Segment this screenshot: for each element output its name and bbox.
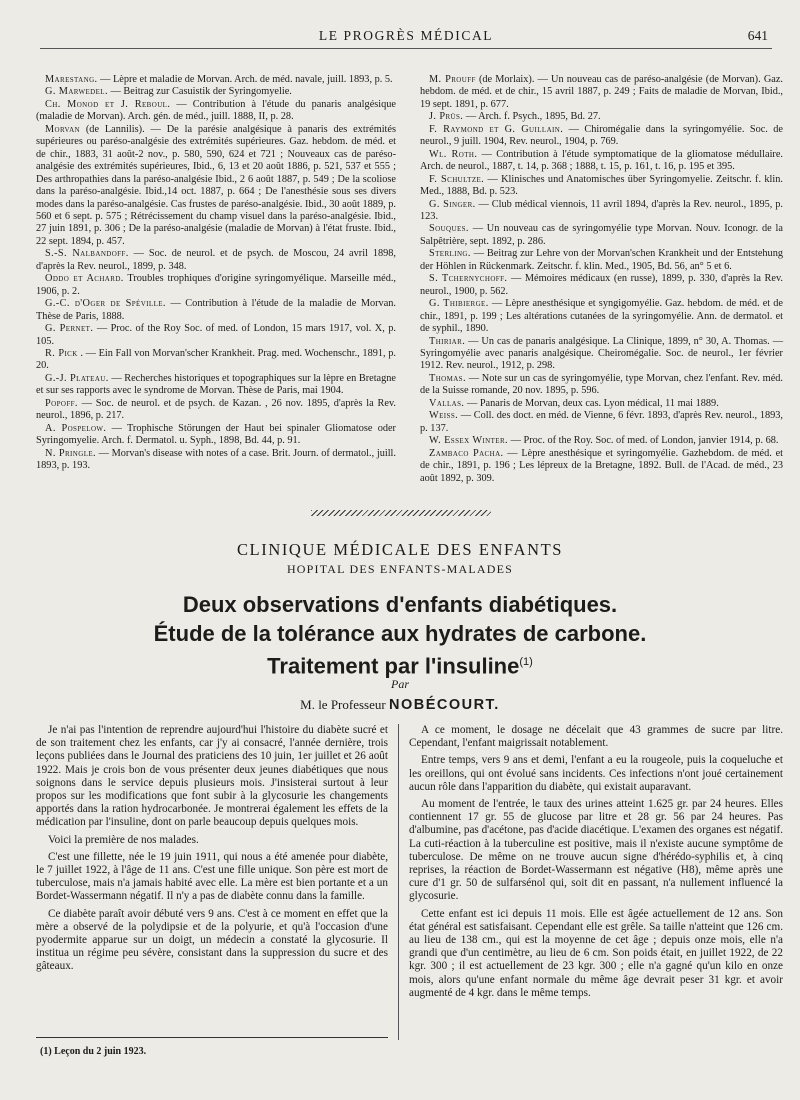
bibliography-entry <box>36 398 396 423</box>
footnote-rule <box>36 1037 388 1038</box>
bibliography-entry <box>36 86 396 98</box>
bibliography-author: G. Thibierge. <box>429 298 489 310</box>
bibliography-entry <box>36 348 396 373</box>
body-paragraph: A ce moment, le dosage ne décelait que 43 grammes de sucre par litre. Cependant, l'enfant maigrissait notablement. <box>409 724 783 750</box>
bibliography-entry <box>420 74 783 111</box>
bibliography-author: Marestang. <box>45 74 98 85</box>
bibliography-author: N. Pringle. <box>45 447 97 459</box>
bibliography-entry <box>420 373 783 398</box>
bibliography-author: Oddo et Achard. <box>45 273 124 285</box>
bibliography-reference: — Klinisches und Anatomisches über Syringomyelie. Zeitschr. f. klin. Med., 1888, Bd. p. 523. <box>420 173 783 198</box>
page-number: 641 <box>747 28 768 43</box>
bibliography-author: Thomas. <box>429 372 466 384</box>
bibliography-author: F. Raymond et G. Guillain. <box>429 123 564 135</box>
bibliography-author: Ch. Monod et J. Reboul. <box>45 98 171 110</box>
bibliography-entry <box>420 248 783 273</box>
bibliography-reference: — Proc. of the Roy Soc. of med. of London, 15 mars 1917, vol. X, p. 105. <box>36 323 396 347</box>
bibliography-reference: — Coll. des doct. en méd. de Vienne, 6 févr. 1893, d'après Rev. neurol., 1893, p. 137. <box>420 410 783 434</box>
bibliography-reference: . — Ein Fall von Morvan'scher Krankheit. Prag. med. Wochenschr., 1891, p. 20. <box>36 347 396 372</box>
bibliography-reference: — Panaris de Morvan, deux cas. Lyon médical, 11 mai 1889. <box>464 397 719 409</box>
bibliography-author: Weiss. <box>429 410 459 422</box>
bibliography-author: Morvan <box>45 123 80 135</box>
bibliography-entry <box>36 74 396 86</box>
article-title-line: Deux observations d'enfants diabétiques. <box>182 592 618 617</box>
bibliography-reference: — Lèpre anesthésique et syringomyélie. Gazhebdom. de méd. et de chir., 1891, p. 196 ; Les lépreux de la Bretagne, 1892. Bull. de l'Acad. de méd., 23 août 1892, p. 309. <box>420 447 784 484</box>
bibliography-entry <box>420 410 783 435</box>
bibliography-reference: (de Lannilis). — De la parésie analgésique à panaris des extrémités supérieures ou paréso-analgésie des extrémités supérieures. Gaz. hebdom. de méd. et de chir., 1883, 31 août-2 nov., p. 580, 590, 624 et 721 ; Nouveaux cas de paréso-analgésie des extrémités supérieures, Ibid., 6, 13 et 20 août 1886, p. 521, 537 et 555 ; Des arthropathies dans la paréso-analgésie Ibid., 2 6 août 1887, p. 549 ; De la scoliose dans la paréso-analgésie. Ibid.,14 oct. 1887, p. 664 ; De l'anesthésie sous ses divers modes dans la paréso-analgésie. Cas frustes de paréso-analgésie. Ibid., 30 août 1889, p. 560 et 6 sept. p. 575 ; Rétrécissement du champ visuel dans la paréso-analgésie. Ibid., 27 juin 1891, p. 306 ; De la paréso-analgésie (maladie de Morvan) à l'état fruste. Ibid., 22 sept. 1894, p. 457. <box>36 123 396 247</box>
bibliography-entry <box>36 423 396 448</box>
bibliography-entry <box>420 435 783 447</box>
body-paragraph: Au moment de l'entrée, le taux des urines atteint 1.625 gr. par 24 heures. Elles contiennent 17 gr. 55 de glucose par litre et 28 gr. 56 par 24 heures. Pas d'albumine, pas d'acétone, pas d'acide diacétique. L'examen des organes est négatif. La cuti-réaction à la tuberculine est positive, mais il n'existe aucune symptôme de tuberculose. De même on ne trouve aucun signe d'hérédo-syphilis et, à cinq reprises, la réaction de Bordet-Wassermann est négative (H8), même après une cure d'1 gr. 50 de sulfarsénol qui, soit dit en passant, n'a nullement influencé la glycosurie. <box>409 798 783 903</box>
bibliography-reference: — Morvan's disease with notes of a case. Brit. Journ. of dermatol., juill. 1893, p. 193. <box>36 447 396 472</box>
section-divider <box>311 510 491 516</box>
body-paragraph: C'est une fillette, née le 19 juin 1911, qui nous a été amenée pour diabète, le 7 juillet 1922, à l'âge de 11 ans. C'est une fille unique. Son père est mort de tuberculose, mais n'a jamais habité avec elle. La mère est bien portante et a un Bordet-Wassermann négatif. Il n'y a pas de diabète connu dans la famille. <box>36 850 388 903</box>
body-paragraph: Cette enfant est ici depuis 11 mois. Elle est âgée actuellement de 12 ans. Son état général est satisfaisant. Cependant elle est grêle. Sa taille n'atteint que 126 cm. au lieu de 138 cm., qui est la moyenne de cet âge ; depuis onze mois, elle n'a grandi que d'un centimètre, au lieu de 6 cm. Son poids était, en juillet 1922, de 22 kgr. 300 ; il est actuellement de 23 kgr. 300 ; elle n'a gagné qu'un kilo en onze mois, alors qu'une enfant normale du même âge devrait peser 31 kgr. et avoir augmenté de 4 kgr. dans le même temps. <box>409 907 783 999</box>
bibliography-author: Sterling. <box>429 248 471 260</box>
bibliography-reference: — Chiromégalie dans la syringomyélie. Soc. de neurol., 9 juill. 1904, Rev. neurol., 1904, p. 769. <box>420 123 783 148</box>
page-header <box>40 28 772 49</box>
bibliography-author: G. Singer. <box>429 198 476 210</box>
bibliography-author: A. Pospelow. <box>45 422 107 434</box>
footnote: (1) Leçon du 2 juin 1923. <box>40 1046 147 1057</box>
bibliography-author: S. Tchernychoff. <box>429 273 508 285</box>
bibliography-entry <box>420 149 783 174</box>
body-paragraph: Entre temps, vers 9 ans et demi, l'enfant a eu la rougeole, puis la coqueluche et les oreillons, qui ont évolué sans incidents. Ces infections n'ont joué certainement aucun rôle dans l'apparition du diabète, qui existait auparavant. <box>409 754 783 793</box>
bibliography-reference: — Soc. de neurol. et de psych. de Kazan. , 26 nov. 1895, d'après la Rev. neurol., 1896, p. 217. <box>36 397 396 422</box>
bibliography-entry <box>420 298 783 335</box>
bibliography-reference: — Beitrag zur Casuistik der Syringomyelie. <box>107 86 292 98</box>
bibliography-author: G.-C. d'Oger de Spéville. <box>45 298 166 310</box>
article-body-right-column <box>409 724 783 1004</box>
bibliography-entry <box>420 223 783 248</box>
bibliography-author: W. Essex Winter. <box>429 435 509 447</box>
bibliography-reference: — Contribution à l'étude symptomatique de la gliomatose médullaire. Arch. de neurol., 1887, t. 14, p. 368 ; 1888, t. 15, p. 161, t. 16, p. 195 et 395. <box>420 148 784 173</box>
bibliography-author: J. Prüs. <box>429 111 464 123</box>
article-title-line <box>0 648 800 680</box>
bibliography-author: R. Pick <box>45 347 78 359</box>
bibliography-entry <box>420 273 783 298</box>
bibliography-author: G.-J. Plateau. <box>45 372 109 384</box>
bibliography-reference: — Soc. de neurol. et de psych. de Moscou, 24 avril 1898, d'après la Rev. neurol., 1899, p. 348. <box>36 248 396 272</box>
bibliography-author: Souques. <box>429 223 469 235</box>
bibliography-reference: — Recherches historiques et topographiques sur la lèpre en Bretagne et sur ses rapports avec le syndrome de Morvan. Thèse de Paris, mai 1904. <box>36 372 396 397</box>
section-subtitle: HOPITAL DES ENFANTS-MALADES <box>286 562 514 576</box>
bibliography-author: M. Prouff <box>429 74 476 85</box>
body-paragraph: Je n'ai pas l'intention de reprendre aujourd'hui l'histoire du diabète sucré et de son traitement chez les enfants, car j'y ai consacré, l'année dernière, trois leçons publiées dans le Journal des praticiens des 10 juin, 1er juillet et 26 août 1922. Mais je crois bon de vous présenter deux jeunes diabétiques que nous soignons dans le service depuis plusieurs mois. J'insisterai surtout à leur propos sur les modifications que font subir à la glycosurie les changements apportés dans la ration hydrocarbonée. Je montrerai également les effets de la médication par l'insuline, dont on parle beaucoup depuis quelques mois. <box>36 724 388 829</box>
bibliography-entry <box>420 124 783 149</box>
bibliography-reference: — Mémoires médicaux (en russe), 1899, p. 330, d'après la Rev. neurol., 1900, p. 562. <box>420 273 783 297</box>
bibliography-reference: — Proc. of the Roy. Soc. of med. of London, janvier 1914, p. 68. <box>508 435 779 447</box>
bibliography-author: Thiriar. <box>429 335 466 347</box>
bibliography-right-column <box>420 74 783 485</box>
bibliography-reference: — Contribution à l'étude du panaris analgésique (maladie de Morvan). Arch. gén. de méd., juill. 1888, II, p. 28. <box>36 98 396 123</box>
bibliography-entry <box>420 336 783 373</box>
title-footnote-marker: (1) <box>519 656 533 668</box>
bibliography-entry <box>420 448 783 485</box>
bibliography-entry <box>36 273 396 298</box>
bibliography-reference: Troubles trophiques d'origine syringomyélique. Marseille méd., 1906, p. 2. <box>36 273 396 297</box>
article-title-line-text: Traitement par l'insuline <box>267 653 520 679</box>
bibliography-author: G. Pernet. <box>45 323 94 335</box>
bibliography-entry <box>36 448 396 473</box>
article-title-line: Étude de la tolérance aux hydrates de carbone. <box>153 621 647 646</box>
bibliography-reference: — Contribution à l'étude de la maladie de Morvan. Thèse de Paris, 1888. <box>36 298 396 322</box>
bibliography-reference: — Club médical viennois, 11 avril 1894, d'après la Rev. neurol., 1895, p. 123. <box>420 198 783 222</box>
bibliography-author: G. Marwedel. <box>45 86 108 98</box>
running-title: LE PROGRÈS MÉDICAL <box>318 28 494 43</box>
bibliography-entry <box>36 298 396 323</box>
bibliography-reference: — Arch. f. Psych., 1895, Bd. 27. <box>463 111 601 123</box>
bibliography-entry <box>36 323 396 348</box>
byline-prefix: M. le Professeur <box>300 697 389 712</box>
bibliography-left-column <box>36 74 396 473</box>
article-title <box>0 590 800 680</box>
bibliography-reference: — Un nouveau cas de syringomyélie type Morvan. Nouv. Iconogr. de la Salpêtrière, sept. 1892, p. 286. <box>420 223 783 247</box>
byline-par: Par <box>391 677 409 691</box>
bibliography-entry <box>36 99 396 124</box>
body-paragraph: Ce diabète paraît avoir débuté vers 9 ans. C'est à ce moment en effet que la mère a observé de la polydipsie et de la polyurie, et qu'à l'occasion d'une pyodermite apparue sur un doigt, un médecin a constaté la glycosurie. Il institua un régime peu sévère, consistant dans la suppression du sucre et des gâteaux. <box>36 907 388 973</box>
bibliography-reference: — Beitrag zur Lehre von der Morvan'schen Krankheit und der Entstehung der Höhlen in Rückenmark. Zeitschr. f. klin. Med., 1905, Bd. 56, an° 5 et 6. <box>420 248 783 272</box>
bibliography-author: Wl. Roth. <box>429 148 478 160</box>
bibliography-reference: — Note sur un cas de syringomyélie, type Morvan, chez l'enfant. Rev. méd. de la Suisse romande, 20 nov. 1895, p. 596. <box>420 372 783 397</box>
bibliography-author: Vallas. <box>429 397 465 409</box>
bibliography-entry <box>36 124 396 249</box>
bibliography-author: Popoff. <box>45 397 78 409</box>
column-rule <box>398 724 399 1040</box>
bibliography-entry <box>420 111 783 123</box>
byline <box>0 697 800 713</box>
bibliography-author: S.-S. Nalbandoff. <box>45 248 129 260</box>
body-paragraph: Voici la première de nos malades. <box>48 833 199 846</box>
bibliography-reference: (de Morlaix). — Un nouveau cas de paréso-analgésie (de Morvan). Gaz. hebdom. de méd. et de chir., 15 avril 1887, p. 249 ; Faits de maladie de Morvan, Ibid., 19 sept. 1891, p. 677. <box>420 74 783 110</box>
section-title: CLINIQUE MÉDICALE DES ENFANTS <box>236 540 564 559</box>
article-body-left-column <box>36 724 388 978</box>
bibliography-entry <box>420 174 783 199</box>
author-name: NOBÉCOURT. <box>388 697 500 713</box>
bibliography-author: Zambaco Pacha. <box>429 447 504 459</box>
bibliography-author: F. Schultze. <box>429 173 485 185</box>
bibliography-entry <box>420 398 783 410</box>
bibliography-entry <box>36 248 396 273</box>
bibliography-reference: — Trophische Störungen der Haut bei spinaler Gliomatose oder Syringomyelie. Arch. f. Dermatol. u. Syph., 1898, Bd. 44, p. 91. <box>36 422 396 447</box>
bibliography-entry <box>36 373 396 398</box>
bibliography-reference: — Lèpre anesthésique et syngigomyélie. Gaz. hebdom. de méd. et de chir., 1891, p. 199 ; Les altérations cutanées de la syringomyélie. Ann. de dermatol. et de syphil., 1890. <box>420 298 783 335</box>
bibliography-reference: — Lèpre et maladie de Morvan. Arch. de méd. navale, juill. 1893, p. 5. <box>97 74 393 85</box>
bibliography-reference: — Un cas de panaris analgésique. La Clinique, 1899, n° 30, A. Thomas. — Syringomyélie avec panaris analgésique. Cheiromégalie. Soc. de neurol., 1er février 1912. Rev. neurol., 1912, p. 298. <box>420 335 783 372</box>
bibliography-entry <box>420 199 783 224</box>
